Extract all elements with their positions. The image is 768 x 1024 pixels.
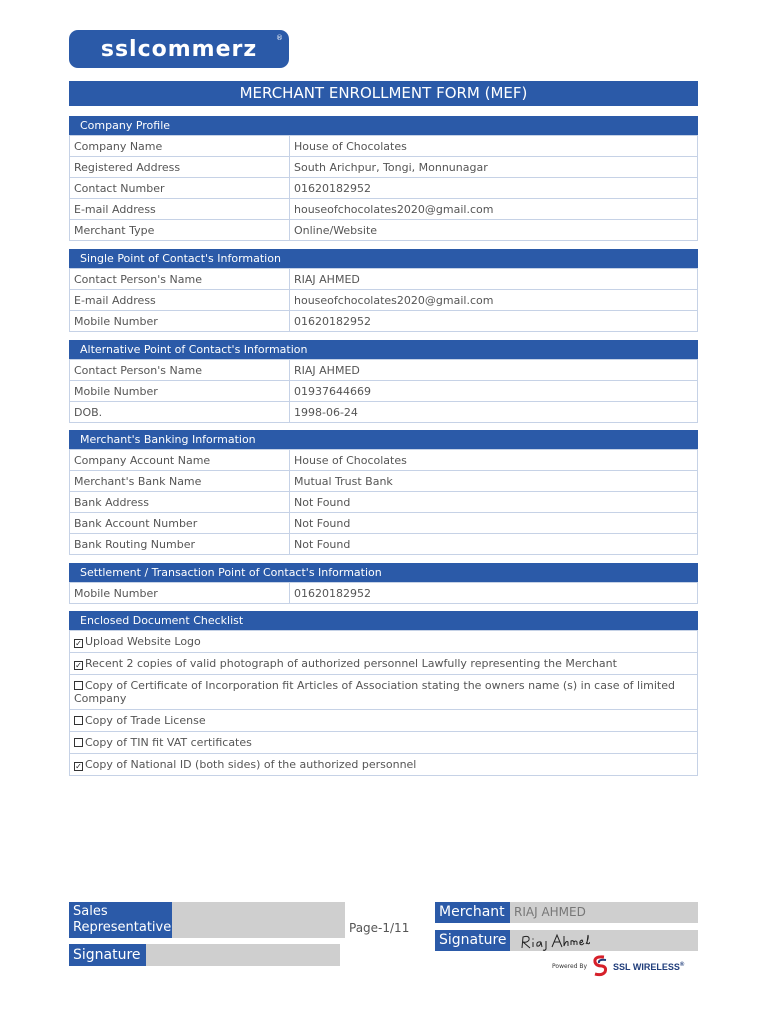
row-label: Company Name bbox=[70, 136, 290, 156]
row-value: Mutual Trust Bank bbox=[294, 475, 393, 488]
merchant-signature-field bbox=[510, 930, 698, 951]
row-label: Merchant Type bbox=[70, 220, 290, 240]
row-value: House of Chocolates bbox=[294, 454, 407, 467]
section-settlement-contact bbox=[69, 563, 698, 604]
row-value: 01620182952 bbox=[294, 315, 371, 328]
table-row bbox=[69, 199, 698, 220]
row-value: Online/Website bbox=[294, 224, 378, 237]
checklist-item-text: Upload Website Logo bbox=[85, 635, 201, 648]
table-row bbox=[69, 402, 698, 423]
section-heading: Alternative Point of Contact's Information bbox=[69, 340, 698, 360]
row-value: Not Found bbox=[294, 538, 351, 551]
row-label: E-mail Address bbox=[70, 199, 290, 219]
row-label: E-mail Address bbox=[70, 290, 290, 310]
row-value: RIAJ AHMED bbox=[294, 364, 360, 377]
row-value: houseofchocolates2020@gmail.com bbox=[294, 294, 494, 307]
row-label: Bank Routing Number bbox=[70, 534, 290, 554]
row-label: Mobile Number bbox=[70, 311, 290, 331]
logo-registered-mark: ® bbox=[276, 34, 283, 42]
section-company-profile bbox=[69, 116, 698, 241]
checklist-item-text: Copy of Certificate of Incorporation fit Articles of Association stating the owners name (s) in case of limited Company bbox=[74, 679, 675, 705]
row-label: DOB. bbox=[70, 402, 290, 422]
checkbox[interactable]: ✓ bbox=[75, 639, 82, 648]
table-row bbox=[69, 220, 698, 241]
checklist-item bbox=[69, 754, 698, 776]
checklist-item-text: Copy of TIN fit VAT certificates bbox=[85, 736, 252, 749]
checkbox[interactable] bbox=[74, 738, 83, 747]
row-label: Company Account Name bbox=[70, 450, 290, 470]
checklist-item-text: Copy of Trade License bbox=[85, 714, 206, 727]
row-label: Mobile Number bbox=[70, 583, 290, 603]
merchant-signature-label: Signature bbox=[435, 930, 510, 951]
merchant-name-field bbox=[510, 902, 698, 923]
sales-label-line1: Sales bbox=[73, 904, 108, 919]
row-label: Merchant's Bank Name bbox=[70, 471, 290, 491]
row-value: 01620182952 bbox=[294, 587, 371, 600]
checkbox[interactable]: ✓ bbox=[75, 762, 82, 771]
table-row bbox=[69, 492, 698, 513]
row-label: Contact Person's Name bbox=[70, 360, 290, 380]
merchant-name: RIAJ AHMED bbox=[514, 905, 586, 919]
row-label: Mobile Number bbox=[70, 381, 290, 401]
sslcommerz-logo bbox=[69, 30, 289, 68]
ssl-wireless-brand bbox=[613, 962, 684, 972]
table-row bbox=[69, 136, 698, 157]
sales-representative-label bbox=[69, 902, 172, 938]
checklist-item bbox=[69, 710, 698, 732]
table-row bbox=[69, 290, 698, 311]
row-label: Bank Account Number bbox=[70, 513, 290, 533]
row-value: houseofchocolates2020@gmail.com bbox=[294, 203, 494, 216]
row-value: Not Found bbox=[294, 496, 351, 509]
section-heading: Single Point of Contact's Information bbox=[69, 249, 698, 269]
powered-by-text: Powered By bbox=[552, 963, 588, 970]
sales-representative-field[interactable] bbox=[172, 902, 345, 938]
ssl-wireless-text: SSL WIRELESS bbox=[613, 962, 680, 972]
row-value: House of Chocolates bbox=[294, 140, 407, 153]
sales-label-line2: Representative bbox=[73, 920, 172, 935]
table-row bbox=[69, 157, 698, 178]
row-value: RIAJ AHMED bbox=[294, 273, 360, 286]
sales-signature-label: Signature bbox=[69, 944, 146, 966]
logo-text: sslcommerz bbox=[100, 36, 258, 62]
table-row bbox=[69, 311, 698, 332]
sales-signature-field[interactable] bbox=[146, 944, 340, 966]
section-heading: Company Profile bbox=[69, 116, 698, 136]
row-value: 01620182952 bbox=[294, 182, 371, 195]
table-row bbox=[69, 381, 698, 402]
section-heading: Enclosed Document Checklist bbox=[69, 611, 698, 631]
table-row bbox=[69, 471, 698, 492]
table-row bbox=[69, 450, 698, 471]
section-heading: Merchant's Banking Information bbox=[69, 430, 698, 450]
handwritten-signature-image bbox=[510, 930, 590, 951]
table-row bbox=[69, 513, 698, 534]
page-number: Page-1/11 bbox=[349, 921, 410, 935]
row-value: South Arichpur, Tongi, Monnunagar bbox=[294, 161, 488, 174]
ssl-wireless-registered-mark: ® bbox=[679, 962, 685, 968]
section-heading: Settlement / Transaction Point of Contact's Information bbox=[69, 563, 698, 583]
row-label: Bank Address bbox=[70, 492, 290, 512]
checklist-item bbox=[69, 631, 698, 653]
form-title: MERCHANT ENROLLMENT FORM (MEF) bbox=[69, 81, 698, 106]
checkbox[interactable] bbox=[74, 681, 83, 690]
row-label: Registered Address bbox=[70, 157, 290, 177]
table-row bbox=[69, 178, 698, 199]
section-single-point-contact bbox=[69, 249, 698, 332]
section-document-checklist bbox=[69, 611, 698, 776]
table-row bbox=[69, 360, 698, 381]
checklist-item-text: Copy of National ID (both sides) of the authorized personnel bbox=[85, 758, 417, 771]
table-row bbox=[69, 269, 698, 290]
checklist-item-text: Recent 2 copies of valid photograph of authorized personnel Lawfully representing the Merchant bbox=[85, 657, 617, 670]
section-banking-information bbox=[69, 430, 698, 555]
row-value: 1998-06-24 bbox=[294, 406, 358, 419]
checkbox[interactable] bbox=[74, 716, 83, 725]
row-label: Contact Number bbox=[70, 178, 290, 198]
ssl-wireless-logo-icon bbox=[590, 954, 610, 978]
checkbox[interactable]: ✓ bbox=[75, 661, 82, 670]
row-value: 01937644669 bbox=[294, 385, 371, 398]
row-value: Not Found bbox=[294, 517, 351, 530]
checklist-item bbox=[69, 653, 698, 675]
row-label: Contact Person's Name bbox=[70, 269, 290, 289]
table-row bbox=[69, 534, 698, 555]
section-alternative-point-contact bbox=[69, 340, 698, 423]
checklist-item bbox=[69, 732, 698, 754]
table-row bbox=[69, 583, 698, 604]
checklist-item bbox=[69, 675, 698, 710]
merchant-label: Merchant bbox=[435, 902, 510, 923]
